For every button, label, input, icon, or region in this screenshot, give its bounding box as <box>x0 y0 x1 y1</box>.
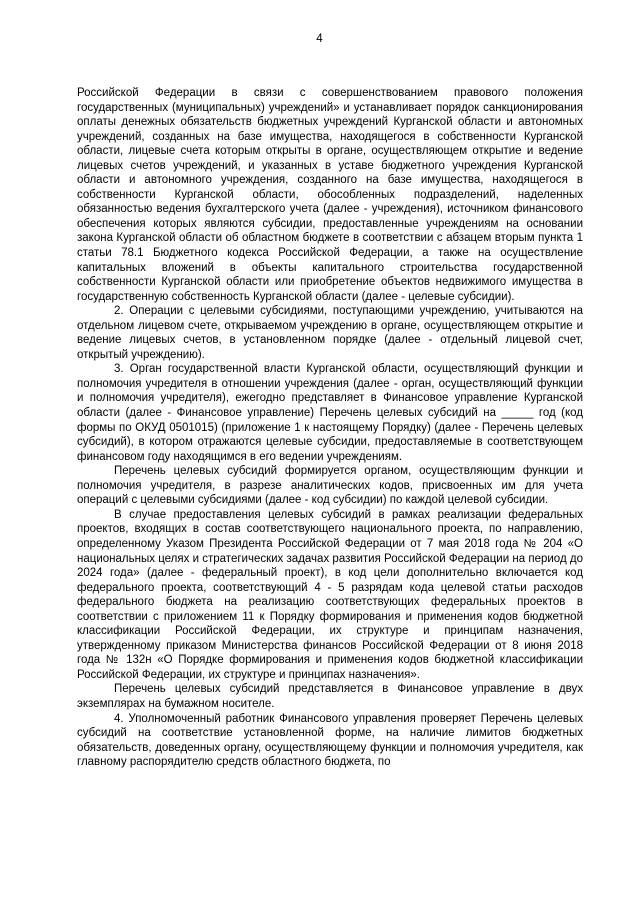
paragraph-3: 3. Орган государственной власти Курганской области, осуществляющий функции и полномочия учредителя в отношении учреждения (далее - орган, осуществляющий функции и полномочия учредителя), ежегодно представляет в Финансовое управление Курганской области (далее - Финансовое управление) Перечень целевых субсидий на _____ год (код формы по ОКУД 0501015) (приложение 1 к настоящему Порядку) (далее - Перечень целевых субсидий), в котором отражаются целевые субсидии, предоставляемые в соответствующем финансовом году находящимся в его ведении учреждениям. <box>77 363 583 463</box>
page-number: 4 <box>316 33 323 45</box>
paragraph-6: Перечень целевых субсидий представляется в Финансовое управление в двух экземплярах на бумажном носителе. <box>77 683 583 710</box>
paragraph-4: Перечень целевых субсидий формируется органом, осуществляющим функции и полномочия учредителя, в разрезе аналитических кодов, присвоенных им для учета операций с целевыми субсидиями (далее - код субсидии) по каждой целевой субсидии. <box>77 465 583 507</box>
paragraph-1: Российской Федерации в связи с совершенствованием правового положения государственных (муниципальных) учреждений» и устанавливает порядок санкционирования оплаты денежных обязательств бюджетных учреждений Курганской области и автономных учреждений, созданных на базе имущества, находящегося в собственности Курганской области, лицевые счета которым открыты в органе, осуществляющем открытие и ведение лицевых счетов учреждений, и указанных в уставе бюджетного учреждения Курганской области и автономного учреждения, созданного на базе имущества, находящегося в собственности Курганской области, обособленных подразделений, наделенных обязанностью ведения бухгалтерского учета (далее - учреждения), источником финансового обеспечения которых являются субсидии, предоставленные учреждениям на основании закона Курганской области об областном бюджете в соответствии с абзацем вторым пункта 1 статьи 78.1 Бюджетного кодекса Российской Федерации, а также на осуществление капитальных вложений в объекты капитального строительства государственной собственности Курганской области или приобретение объектов недвижимого имущества в государственную собственность Курганской области (далее - целевые субсидии). <box>77 87 583 303</box>
paragraph-2: 2. Операции с целевыми субсидиями, поступающими учреждению, учитываются на отдельном лицевом счете, открываемом учреждению в органе, осуществляющем открытие и ведение лицевых счетов, в установленном порядке (далее - отдельный лицевой счет, открытый учреждению). <box>77 305 583 361</box>
paragraph-5: В случае предоставления целевых субсидий в рамках реализации федеральных проектов, входящих в состав соответствующего национального проекта, по направлению, определенному Указом Президента Российской Федерации от 7 мая 2018 года № 204 «О национальных целях и стратегических задачах развития Российской Федерации на период до 2024 года» (далее - федеральный проект), в код цели дополнительно включается код федерального проекта, соответствующий 4 - 5 разрядам кода целевой статьи расходов федерального бюджета на реализацию соответствующих федеральных проектов в соответствии с приложением 11 к Порядку формирования и применения кодов бюджетной классификации Российской Федерации, их структуре и принципам назначения, утвержденному приказом Министерства финансов Российской Федерации от 8 июня 2018 года № 132н «О Порядке формирования и применения кодов бюджетной классификации Российской Федерации, их структуре и принципах назначения». <box>77 508 583 681</box>
document-body <box>77 86 583 770</box>
paragraph-7: 4. Уполномоченный работник Финансового управления проверяет Перечень целевых субсидий на соответствие установленной форме, на наличие лимитов бюджетных обязательств, доведенных органу, осуществляющему функции и полномочия учредителя, как главному распорядителю средств областного бюджета, по <box>77 712 583 769</box>
